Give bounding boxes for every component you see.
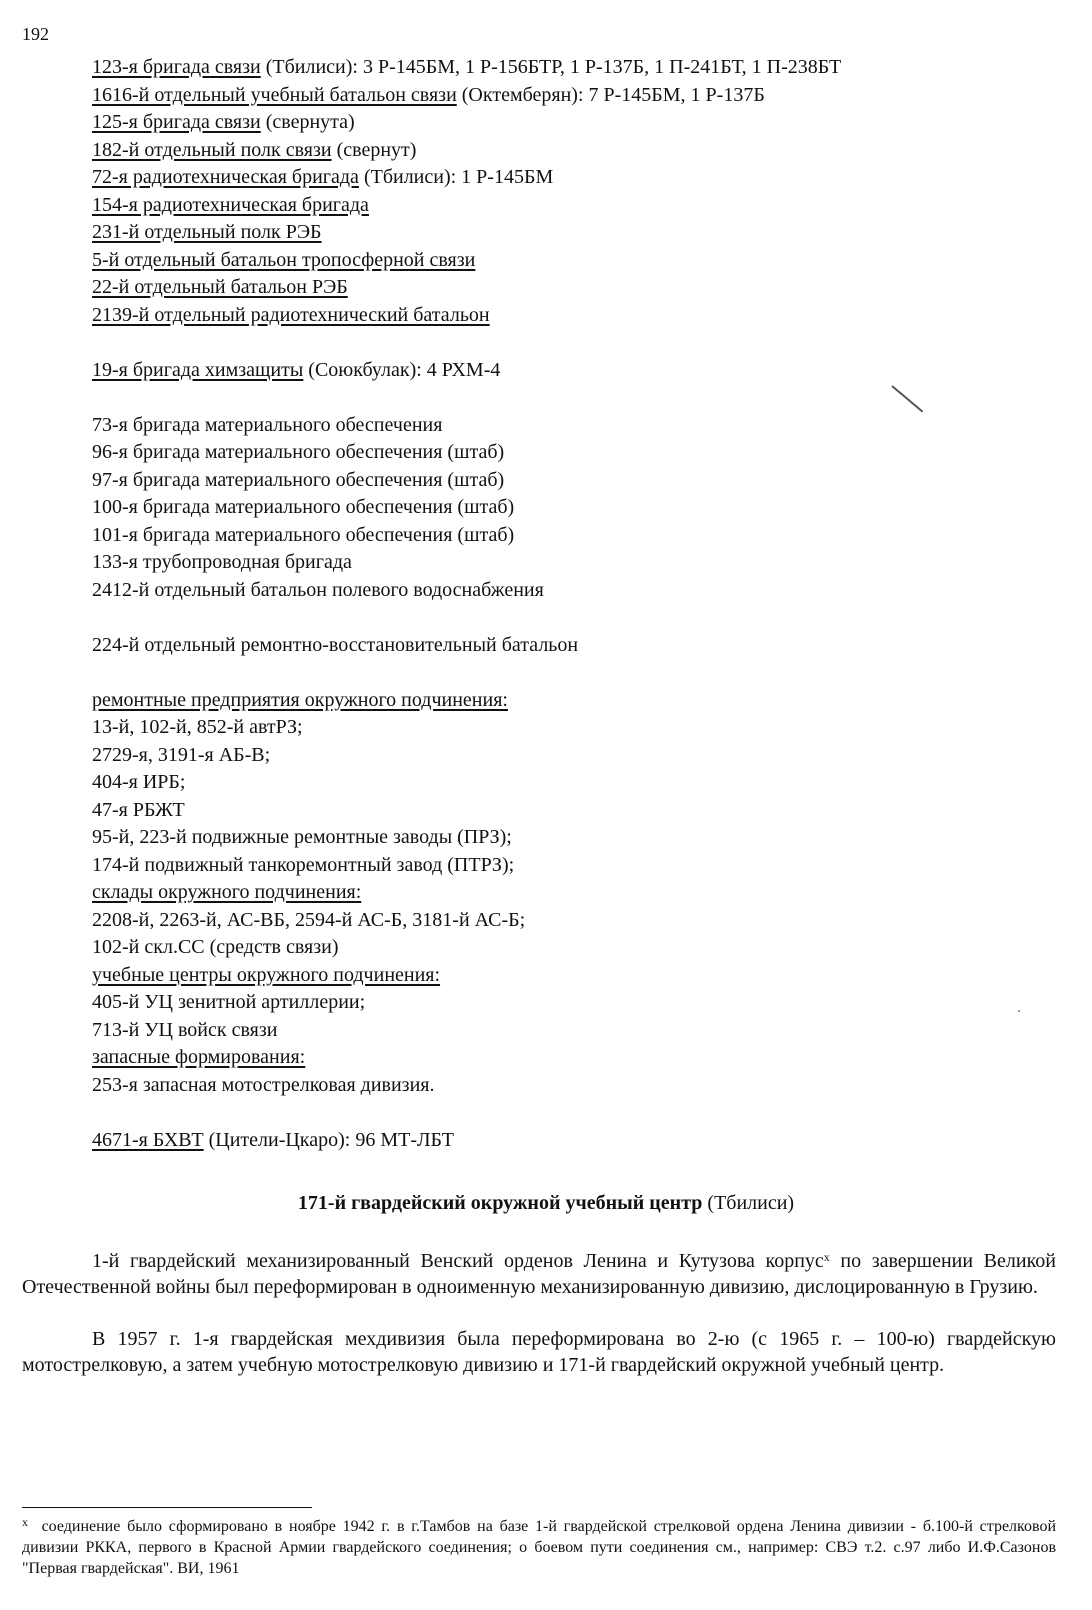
list-item <box>92 302 1052 330</box>
list-item <box>92 54 1052 82</box>
unit-name: 123-я бригада связи <box>92 56 261 78</box>
paragraph-text: 1-й гвардейский механизированный Венский орденов Ленина и Кутузова корпус <box>92 1250 824 1272</box>
list-item <box>92 192 1052 220</box>
section-heading <box>0 1192 1092 1215</box>
unit-name: 125-я бригада связи <box>92 111 261 133</box>
item-text: 253-я запасная мотострелковая дивизия. <box>92 1073 435 1096</box>
storage-unit <box>92 1127 1052 1155</box>
item-text: 404-я ИРБ; <box>92 771 186 793</box>
list-item <box>92 274 1052 302</box>
list-item <box>92 247 1052 275</box>
list-item <box>92 687 1052 715</box>
page-number: 192 <box>22 24 49 44</box>
list-item: 97-я бригада материального обеспечения (штаб) <box>92 468 505 491</box>
unit-name: 2139-й отдельный радиотехнический батальон <box>92 303 490 326</box>
item-text: 13-й, 102-й, 852-й автРЗ; <box>92 716 303 738</box>
repair-battalion: 224-й отдельный ремонтно-восстановительный батальон <box>92 633 579 656</box>
footnote <box>22 1516 1056 1579</box>
list-item <box>92 1017 1052 1045</box>
footnote-text: соединение было сформировано в ноябре 1942 г. в г.Тамбов на базе 1-й гвардейской стрелковой ордена Ленина дивизии - б.100-й стрелковой дивизии РККА, первого в Красной Армии гвардейского соединения; о боевом пути соединения см., например: СВЭ т.2. с.97 либо И.Ф.Сазонов "Первая гвардейская". ВИ, 1961 <box>22 1518 1057 1577</box>
item-text: 2208-й, 2263-й, АС-ВБ, 2594-й АС-Б, 3181-й АС-Б; <box>92 908 526 931</box>
list-item: 101-я бригада материального обеспечения (штаб) <box>92 523 515 546</box>
scan-speck <box>1018 1010 1020 1012</box>
list-item: 2412-й отдельный батальон полевого водоснабжения <box>92 578 544 601</box>
paragraph-1 <box>22 1248 1056 1300</box>
unit-name: 4671-я БХВТ <box>92 1128 204 1151</box>
list-item <box>92 879 1052 907</box>
list-item <box>92 934 1052 962</box>
section-label: склады окружного подчинения: <box>92 881 362 903</box>
section-label: учебные центры окружного подчинения: <box>92 963 441 986</box>
list-item: 100-я бригада материального обеспечения (штаб) <box>92 496 515 518</box>
unit-name: 22-й отдельный батальон РЭБ <box>92 276 348 298</box>
list-item <box>92 82 1052 110</box>
paragraph-text: по завершении Великой Отечественной войны был переформирован в одноименную механизированную дивизию, дислоцированную в Грузию. <box>22 1250 1056 1298</box>
unit-name: 72-я радиотехническая бригада <box>92 166 359 188</box>
heading-title: 171-й гвардейский окружной учебный центр <box>297 1192 703 1214</box>
list-item <box>92 852 1052 880</box>
footnote-divider <box>22 1507 312 1508</box>
footnote-ref: x <box>823 1250 830 1264</box>
list-item <box>92 742 1052 770</box>
unit-detail: (свернут) <box>331 138 417 161</box>
list-item <box>92 109 1052 137</box>
section-label: запасные формирования: <box>92 1046 306 1068</box>
list-item: 133-я трубопроводная бригада <box>92 551 352 573</box>
item-text: 174-й подвижный танкоремонтный завод (ПТРЗ); <box>92 853 515 876</box>
list-item <box>92 907 1052 935</box>
district-section <box>92 687 1052 1100</box>
spacer <box>92 659 1052 687</box>
unit-detail: (Тбилиси): 3 Р-145БМ, 1 Р-156БТР, 1 Р-137Б, 1 П-241БТ, 1 П-238БТ <box>260 56 842 78</box>
spacer <box>92 604 1052 632</box>
list-item <box>92 714 1052 742</box>
heading-location: (Тбилиси) <box>702 1192 795 1214</box>
unit-detail: (Тбилиси): 1 Р-145БМ <box>358 166 554 188</box>
unit-name: 231-й отдельный полк РЭБ <box>92 221 322 243</box>
list-item: 73-я бригада материального обеспечения <box>92 413 443 436</box>
unit-name: 19-я бригада химзащиты <box>92 358 304 381</box>
item-text: 102-й скл.СС (средств связи) <box>92 936 339 958</box>
item-text: 2729-я, 3191-я АБ-В; <box>92 743 271 766</box>
chem-unit <box>92 357 1052 385</box>
list-item <box>92 219 1052 247</box>
paragraph-2: В 1957 г. 1-я гвардейская мехдивизия была переформирована во 2-ю (с 1965 г. – 100-ю) гвардейскую мотострелковую, а затем учебную мотострелковую дивизию и 171-й гвардейский окружной учебный центр. <box>22 1328 1056 1376</box>
list-item <box>92 797 1052 825</box>
list-item <box>92 164 1052 192</box>
section-label: ремонтные предприятия окружного подчинения: <box>92 688 508 711</box>
unit-detail: (Октемберян): 7 Р-145БМ, 1 Р-137Б <box>456 83 765 106</box>
item-text: 405-й УЦ зенитной артиллерии; <box>92 991 366 1013</box>
logistics-section <box>92 412 1052 605</box>
unit-name: 5-й отдельный батальон тропосферной связи <box>92 248 476 271</box>
list-item <box>92 989 1052 1017</box>
comm-units-section <box>92 54 1052 329</box>
list-item <box>92 1072 1052 1100</box>
list-item <box>92 1044 1052 1072</box>
footnote-mark: x <box>22 1515 28 1529</box>
unit-name: 1616-й отдельный учебный батальон связи <box>92 83 457 106</box>
spacer <box>92 1099 1052 1127</box>
item-text: 47-я РБЖТ <box>92 798 185 821</box>
unit-detail: (Союкбулак): 4 РХМ-4 <box>303 358 501 381</box>
item-text: 95-й, 223-й подвижные ремонтные заводы (ПРЗ); <box>92 826 512 848</box>
unit-name: 182-й отдельный полк связи <box>92 138 332 161</box>
item-text: 713-й УЦ войск связи <box>92 1018 278 1041</box>
unit-list <box>92 54 1052 1154</box>
list-item <box>92 962 1052 990</box>
unit-detail: (Цители-Цкаро): 96 МТ-ЛБТ <box>203 1128 454 1151</box>
list-item: 96-я бригада материального обеспечения (штаб) <box>92 441 505 463</box>
list-item <box>92 769 1052 797</box>
list-item <box>92 137 1052 165</box>
spacer <box>92 329 1052 357</box>
list-item <box>92 824 1052 852</box>
unit-detail: (свернута) <box>260 111 355 133</box>
unit-name: 154-я радиотехническая бригада <box>92 193 369 216</box>
